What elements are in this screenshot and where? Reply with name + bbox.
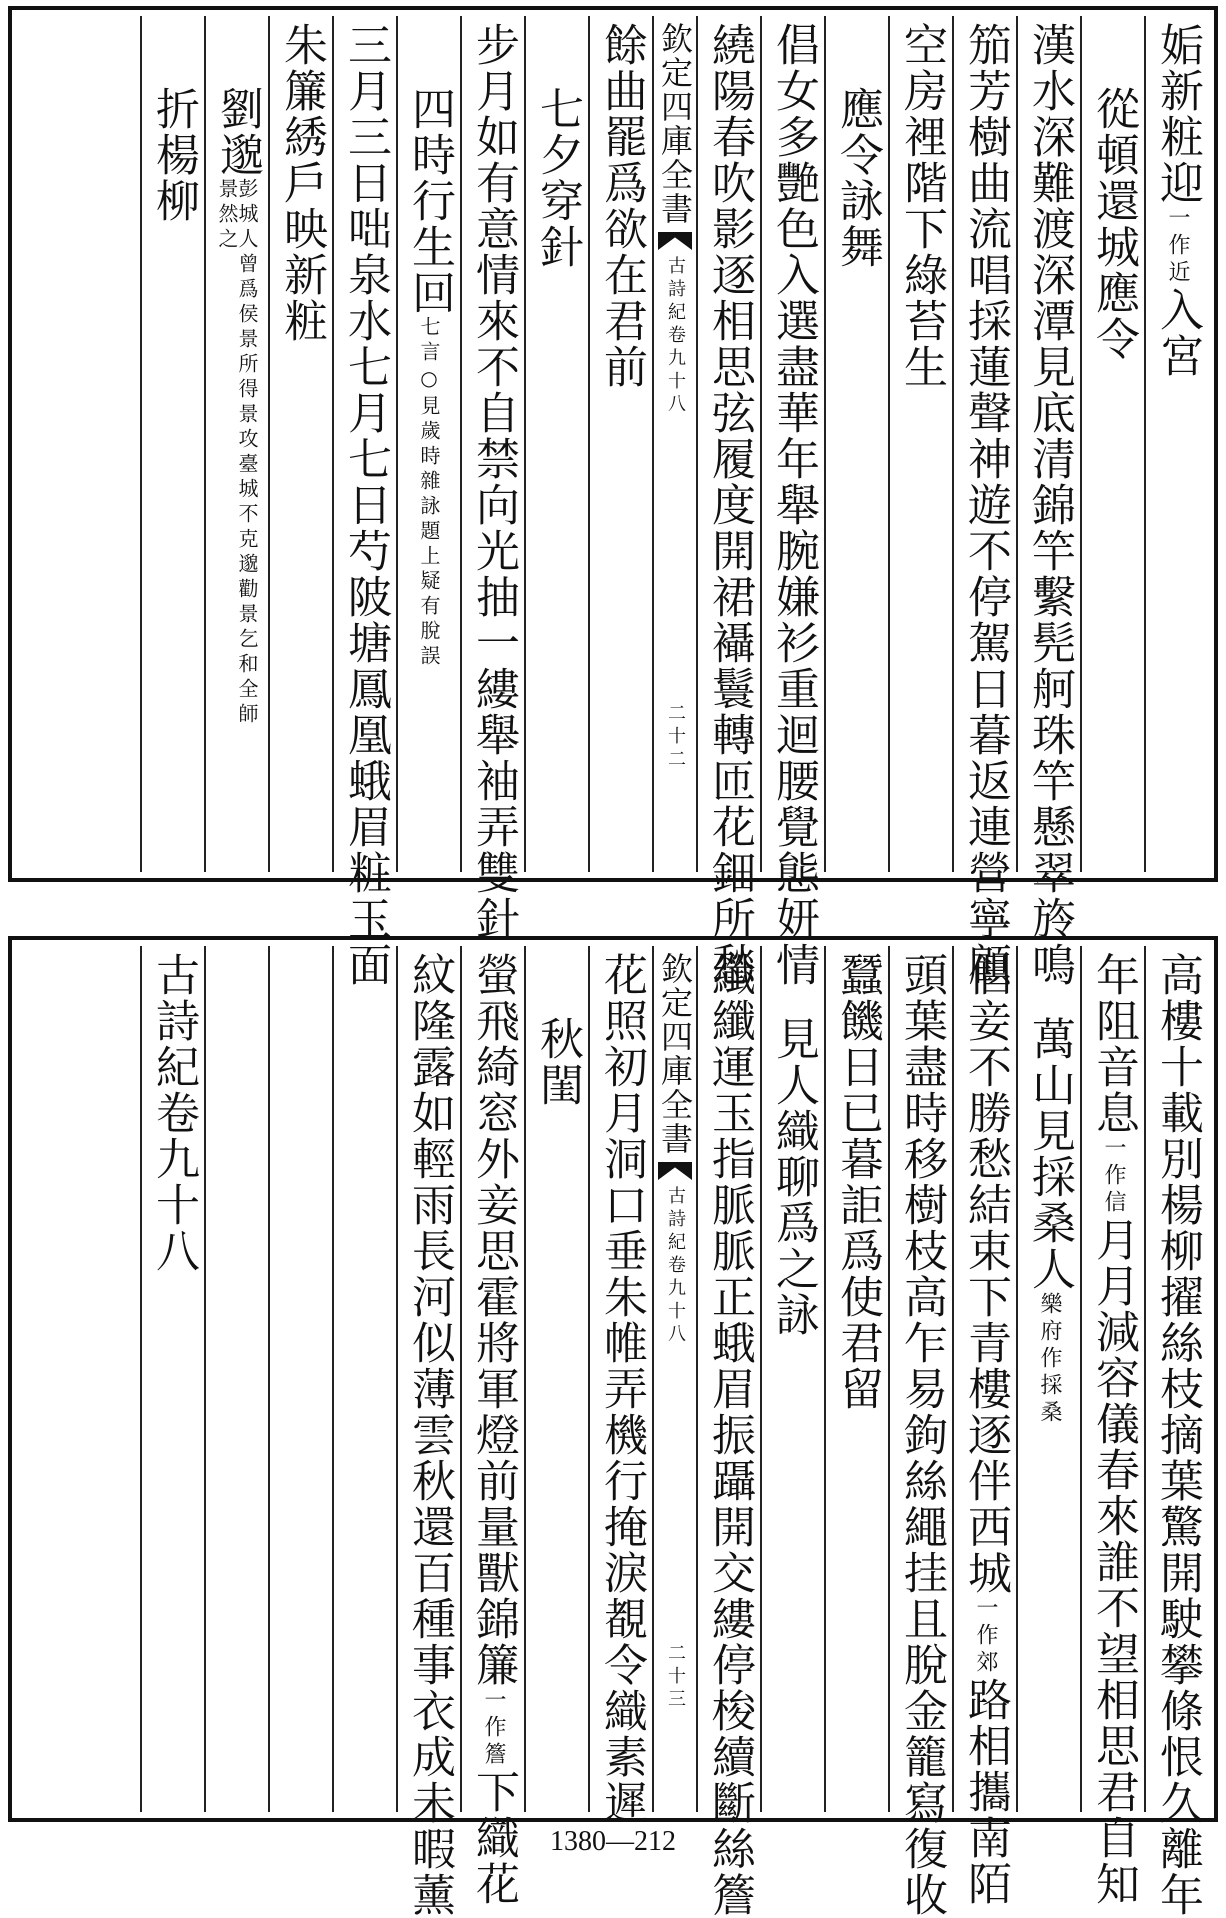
text-column	[76, 946, 140, 1812]
text-column	[396, 946, 460, 1918]
column-text: 秋閨	[532, 1016, 583, 1108]
column-text: 從頓還城應令	[1088, 86, 1139, 362]
column-text: 四時行生回	[404, 86, 455, 316]
column-text: 朱簾綉戶映新粧	[276, 22, 327, 344]
column-text-continued: 月月減容儀春來誰不望相思君自知	[1088, 1217, 1139, 1907]
text-column	[588, 16, 652, 872]
text-column	[76, 16, 140, 872]
text-column	[696, 946, 760, 1918]
column-text: 劉邈	[212, 86, 263, 178]
text-column	[268, 16, 332, 872]
text-column	[952, 946, 1016, 1907]
fishtail-mark	[658, 1162, 692, 1180]
column-text: 花照初月洞口垂朱帷弄機行掩淚覩令織素遲	[596, 952, 647, 1826]
column-text: 折楊柳	[148, 86, 199, 224]
interlinear-note: 一作郊	[973, 1596, 998, 1677]
fishtail-mark	[658, 232, 692, 250]
upper-page	[8, 6, 1218, 988]
text-column	[824, 946, 888, 1812]
text-column	[332, 16, 396, 988]
column-text: 步月如有意情來不自禁向光抽一縷舉袖弄雙針	[468, 22, 519, 942]
leaf-number: 二十三	[665, 1643, 686, 1712]
text-column	[396, 16, 460, 872]
text-column	[1016, 946, 1080, 1812]
collection-title: 欽定四庫全書	[656, 952, 694, 1156]
text-column	[1144, 16, 1208, 872]
text-column	[760, 946, 824, 1812]
column-text: 紋隆露如輕雨長河似薄雲秋還百種事衣成未暇薰	[404, 952, 455, 1918]
column-text: 年阻音息	[1088, 952, 1139, 1136]
interlinear-note: 七言○見歲時雜詠題上疑有脫誤	[417, 316, 441, 670]
column-text: 餘曲罷爲欲在君前	[596, 22, 647, 390]
text-column	[204, 16, 268, 872]
text-column	[460, 16, 524, 942]
column-text: 繞陽春吹影逐相思弦履度開裙襵鬟轉匝花鈿所愁	[704, 22, 755, 988]
column-text: 七夕穿針	[532, 86, 583, 270]
volume-label: 古詩紀卷九十八	[665, 256, 686, 417]
text-column	[1080, 16, 1144, 872]
column-text: 頭葉盡時移樹枝高乍易鉤絲繩挂且脫金籠寫復收	[896, 952, 947, 1918]
interlinear-note: 一作簷	[481, 1688, 506, 1769]
interlinear-note: 一作近	[1165, 206, 1190, 287]
interlinear-note: 樂府作採桑	[1037, 1292, 1062, 1427]
text-column	[1016, 16, 1080, 988]
text-column	[140, 946, 204, 1812]
page-number: 1380—212	[550, 1826, 676, 1857]
column-text: 萬山見採桑人	[1024, 1016, 1075, 1292]
volume-label: 古詩紀卷九十八	[665, 1186, 686, 1347]
text-column	[888, 16, 952, 872]
column-text: 漢水深難渡深潭見底清錦竿繫髡舸珠竿懸翠旍鳴	[1024, 22, 1075, 988]
column-text: 見人織聊爲之詠	[768, 1016, 819, 1338]
text-column	[952, 16, 1016, 988]
text-column	[888, 946, 952, 1918]
text-column	[204, 946, 268, 1812]
column-text: 倡女多艷色入選盡華年舉腕嫌衫重迴腰覺態妍情	[768, 22, 819, 988]
column-text-continued: 下織花	[468, 1769, 519, 1907]
column-text: 姤新粧迎	[1152, 22, 1203, 206]
interlinear-note: 彭城人曾爲侯景所得景攻臺城不克邈勸景乞和全師景然之	[215, 178, 259, 728]
column-text: 應令詠舞	[832, 86, 883, 270]
text-column	[1080, 946, 1144, 1907]
center-margin-strip	[652, 16, 696, 872]
column-text: 古詩紀卷九十八	[148, 952, 199, 1274]
text-column	[760, 16, 824, 988]
column-text: 高樓十載別楊柳擢絲枝摘葉驚開駛攀條恨久離年	[1152, 952, 1203, 1918]
leaf-number: 二十二	[665, 703, 686, 772]
text-column	[696, 16, 760, 988]
text-column	[824, 16, 888, 872]
column-text: 笳芳樹曲流唱採蓮聲神遊不停駕日暮返連營寧顧	[960, 22, 1011, 988]
text-column	[524, 16, 588, 872]
text-column	[588, 946, 652, 1826]
center-margin-strip	[652, 946, 696, 1812]
column-text-continued: 路相攜南陌	[960, 1677, 1011, 1907]
upper-columns	[18, 16, 1208, 988]
column-text: 空房裡階下綠苔生	[896, 22, 947, 390]
column-text-continued: 入宮	[1152, 287, 1203, 379]
column-text: 蠶饑日已暮詎爲使君留	[832, 952, 883, 1412]
text-column	[332, 946, 396, 1812]
column-text: 螢飛綺窓外妾思霍將軍燈前量獸錦簾	[468, 952, 519, 1688]
interlinear-note: 一作信	[1101, 1136, 1126, 1217]
text-column	[460, 946, 524, 1907]
text-column	[140, 16, 204, 872]
text-column	[268, 946, 332, 1812]
column-text: 三月三日咄泉水七月七日芍陂塘鳳凰蛾眉粧玉面	[340, 22, 391, 988]
collection-title: 欽定四庫全書	[656, 22, 694, 226]
text-column	[524, 946, 588, 1812]
column-text: 倡妾不勝愁結束下青樓逐伴西城	[960, 952, 1011, 1596]
text-column	[1144, 946, 1208, 1918]
column-text: 纖纖運玉指脈脈正蛾眉振躡開交縷停梭續斷絲簷	[704, 952, 755, 1918]
